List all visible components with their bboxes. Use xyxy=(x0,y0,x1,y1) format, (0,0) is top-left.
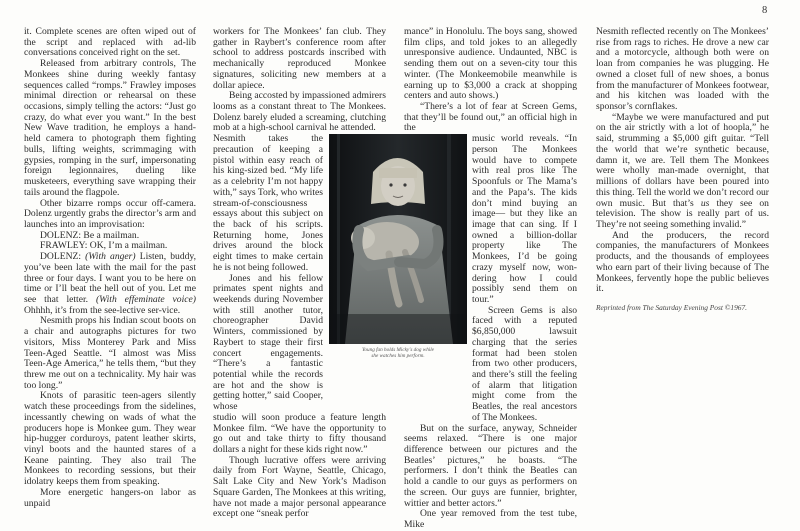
paragraph: Being accosted by impassioned admirers looms as a constant threat to The Monkees. Dolenz barely eluded a screaming, clutching mob at a high-school carnival he attended. xyxy=(213,90,386,134)
paragraph: Nesmith reflected recently on The Monkees’ rise from rags to riches. He drove a new car and a motorcycle, although both were on loan from companies he was plugging. He owned a closet full of new shoes, a bonus from the manufacturer of Monkees footwear, and his kitchen was loaded with the sponsor’s cornflakes. xyxy=(596,26,769,113)
quote-text: “Maybe we were manufactured and put on the air strictly with a lot of hoopla,” he said, strumming a $5,000 gift guitar. “Tell the world that we’re synthetic because, damn it, we are. Tell them The Monkees were wholly man-made overnight, that millions of dollars have been poured into this thing. Tell the world we don’t record our own music. But that’s xyxy=(596,111,769,209)
paragraph: music world reveals. “In person The Monkees would have to compete with real pros like The Spoonfuls or The Mama’s and the Papa’s. The kids don’t mind buying an image— but they like an image that can sing. If I owned a billion-dollar property like The Monkees, I’d be going crazy myself now, wondering how I could possibly send them on tour.” xyxy=(472,133,577,305)
script-line: DOLENZ: Be a mailman. xyxy=(40,229,140,241)
script-dialogue: Listen, buddy, you’ve been late with the mail for the past three or four days. I want you to be here on time or I’ll beat the hell out of you. Let me see that letter. xyxy=(24,251,196,305)
paragraph: workers for The Monkees’ fan club. They gather in Raybert’s conference room after school to address postcards inscribed with mechanically reproduced Monkee signatures, soliciting new members at a dollar apiece. xyxy=(213,26,386,91)
script-line xyxy=(24,252,196,316)
paragraph: Released from arbitrary controls, The Monkees shine during weekly fantasy sequences called “romps.” Frawley imposes minimal direction or rehearsal on these occasions, simply telling the actors: “Just go crazy, do what ever you want.” In the best New Wave tradition, he employs a hand-held camera to photograph them fighting bulls, lifting weights, scrimmaging with gypsies, romping in the surf, impersonating foreign legionnaires, dueling like musketeers, everything save wrapping their tails around the flagpole. xyxy=(24,58,196,198)
paragraph: Jones and his fellow primates spent nights and weekends during November with still another tutor, choreographer David Winters, commissioned by Raybert to stage their first concert engagements. “There’s a fantastic potential while the records are hot and the show is getting hotter,” said Cooper, whose xyxy=(213,272,323,413)
reprint-credit: Reprinted from The Saturday Evening Post ©1967. xyxy=(596,302,748,312)
paragraph: Nesmith props his Indian scout boots on a chair and autographs pictures for two visitors, Miss Monterey Park and Miss Teen-Aged Seattle. “I almost was Miss Teen-Age America,” he tells them, “but they threw me out on a technicality. My hair was too long.” xyxy=(24,315,196,391)
paragraph: More energetic hangers-on labor as unpaid xyxy=(24,486,196,509)
caption-line: she watches him perform. xyxy=(371,353,425,360)
paragraph: Nesmith takes the precaution of keeping a pistol within easy reach of his king-sized bed. “My life as a celebrity I’m not happy with,” says Tork, who writes stream-of-consciousness essays about this subject on the back of his scripts. Returning home, Jones drives around the block eight times to make certain he is not being followed. xyxy=(213,133,323,273)
article-column-4 xyxy=(596,27,769,314)
script-line: FRAWLEY: OK, I’m a mailman. xyxy=(40,240,168,252)
stage-direction: (With effeminate voice) xyxy=(95,293,196,305)
article-column-1 xyxy=(24,27,196,509)
paragraph: One year removed from the test tube, Mike xyxy=(404,508,577,531)
script-dialogue: Ohhhh, it’s from the see-lective ser-vice. xyxy=(24,304,181,316)
paragraph: Though lucrative offers were arriving daily from Fort Wayne, Seattle, Chicago, Salt Lake City and New York’s Madison Square Garden, The Monkees at this writing, have not made a major personal appearance except one “sneak perfor xyxy=(213,454,386,520)
stage-direction: (With anger) xyxy=(85,251,136,263)
article-column-3 xyxy=(404,27,577,531)
paragraph: Knots of parasitic teen-agers silently watch these proceedings from the sidelines, incessantly chewing on wads of what the producers hope is Monkee gum. They wear hip-hugger corduroys, patent leather skirts, vinyl boots and the haunted stares of a Keane painting. They also trail The Monkees to recording sessions, but their idolatry keeps them from speaking. xyxy=(24,390,196,488)
script-speaker: DOLENZ: xyxy=(40,251,82,263)
emphasis: us xyxy=(700,197,710,209)
paragraph: Screen Gems is also faced with a reputed $6,850,000 lawsuit charging that the series format had been stolen from two other producers, and there’s still the feeling of alarm that litigation might come from the Beatles, the real ancestors of The Monkees. xyxy=(472,304,577,423)
page-number: 8 xyxy=(762,5,768,16)
paragraph: “There’s a lot of fear at Screen Gems, that they’ll be found out,” an official high in the xyxy=(404,101,577,134)
caption-line: Young fan holds Micky's dog while xyxy=(362,347,434,353)
paragraph: Other bizarre romps occur off-camera. Dolenz urgently grabs the director’s arm and launches into an improvisation: xyxy=(24,197,196,230)
paragraph: it. Complete scenes are often wiped out of the script and replaced with ad-lib conversations conceived right on the set. xyxy=(24,26,196,59)
paragraph: mance” in Honolulu. The boys sang, showed film clips, and told jokes to an allegedly unresponsive audience. Undaunted, NBC is sending them out on a seven-city tour this winter. (The Monkeemobile meanwhile is earning up to $3,000 a crack at shopping centers and auto shows.) xyxy=(404,26,577,102)
quote-text: they see on television. The show is really part of us. They’re not seeing something invalid.” xyxy=(596,197,769,230)
paragraph: And the producers, the record companies, the manufacturers of Monkees products, and the thousands of employees who earn part of their living because of The Monkees, fervently hope the public believes it. xyxy=(596,229,769,295)
paragraph: studio will soon produce a feature length Monkee film. “We have the opportunity to go out and take thirty to fifty thousand dollars a night for these kids right now.” xyxy=(213,411,386,456)
paragraph xyxy=(596,113,769,231)
paragraph: But on the surface, anyway, Schneider seems relaxed. “There is one major difference between our pictures and the Beatles’ pictures,” he boasts. “The performers. I don’t think the Beatles can hold a candle to our guys as performers on the screen. Our guys are funnier, brighter, wittier and better actors.” xyxy=(404,422,577,509)
